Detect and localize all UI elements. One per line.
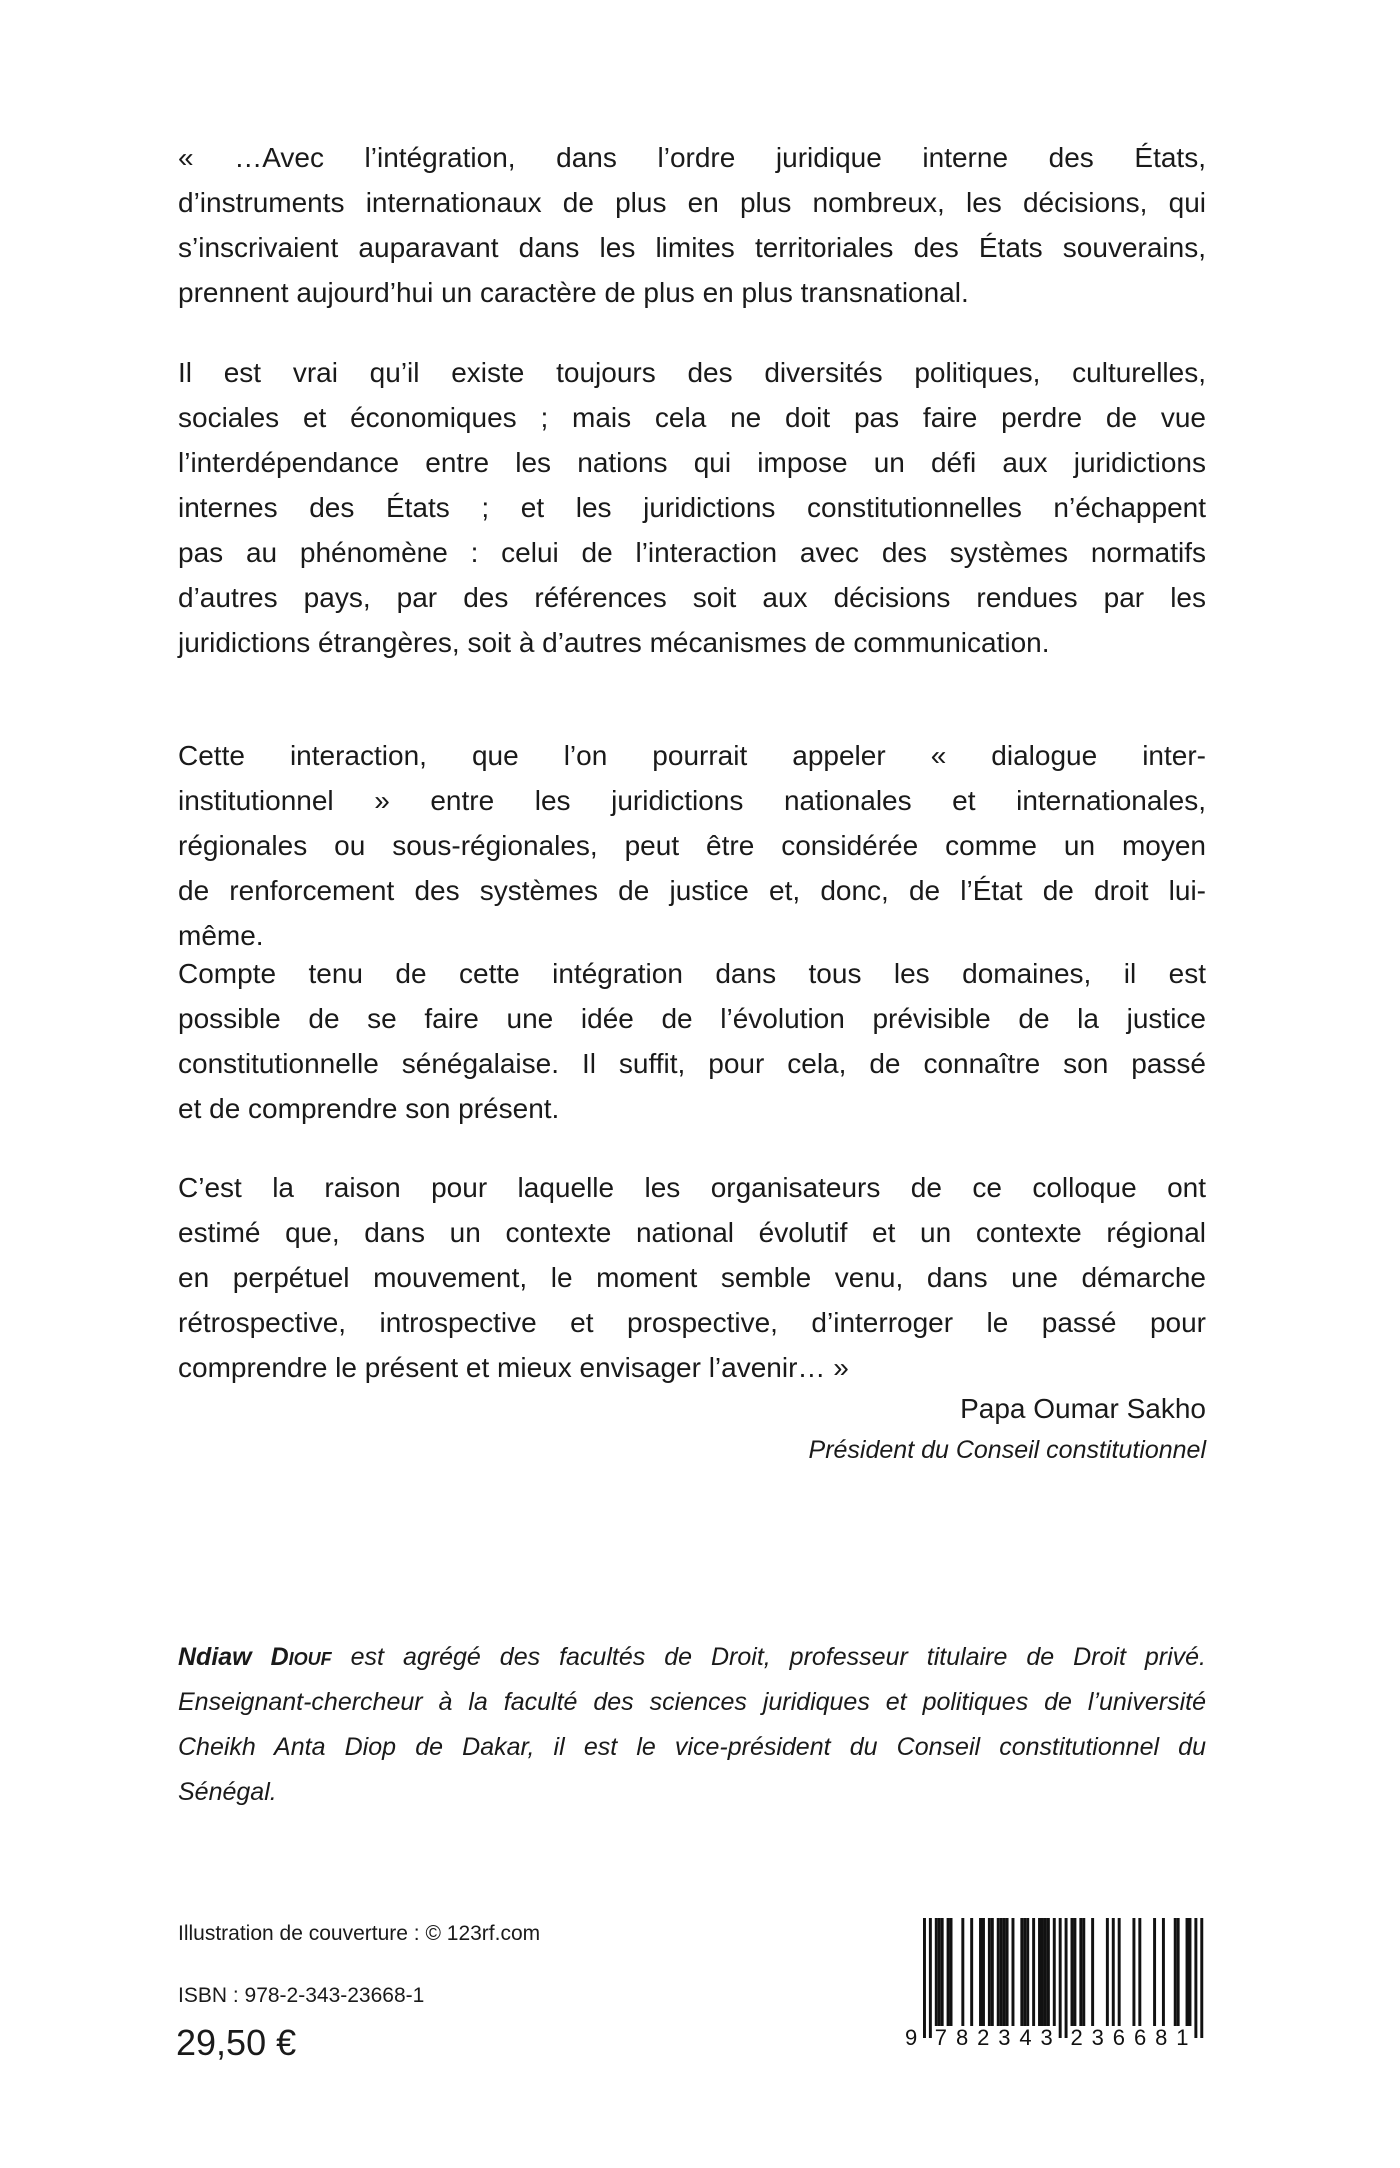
barcode-bar (1112, 1918, 1115, 2026)
isbn: ISBN : 978-2-343-23668-1 (178, 1984, 425, 2007)
quote-line: Il est vrai qu’il existe toujours des diversités politiques, culturelles, (178, 357, 1206, 388)
quote-line: prennent aujourd’hui un caractère de plus en plus transnational. (178, 277, 969, 308)
quote-line: d’instruments internationaux de plus en plus nombreux, les décisions, qui (178, 187, 1206, 218)
barcode-digits: 236681 (1070, 2025, 1189, 2050)
barcode-bar (1053, 1918, 1056, 2026)
barcode-bar (1082, 1918, 1085, 2026)
author-last-name: Diouf (270, 1643, 332, 1671)
barcode-bar (1006, 1918, 1009, 2026)
barcode-bar (1186, 1918, 1189, 2026)
quote-line: estimé que, dans un contexte national évolutif et un contexte régional (178, 1217, 1206, 1248)
barcode-bar (1091, 1918, 1094, 2026)
barcode-bar (997, 1918, 1000, 2026)
quote-line: internes des États ; et les juridictions constitutionnelles n’échappent (178, 492, 1206, 523)
barcode-bar (941, 1918, 944, 2026)
quote-line: d’autres pays, par des références soit aux décisions rendues par les (178, 582, 1206, 613)
barcode-bar (982, 1918, 985, 2026)
quote-line: constitutionnelle sénégalaise. Il suffit, pour cela, de connaître son passé (178, 1048, 1206, 1079)
barcode-bar (950, 1918, 953, 2026)
quote-paragraph-2 (178, 350, 1206, 665)
quote-line: régionales ou sous-régionales, peut être considérée comme un moyen (178, 830, 1206, 861)
barcode-bar (935, 1918, 938, 2026)
barcode-bar (970, 1918, 973, 2026)
quote-line: comprendre le présent et mieux envisager l’avenir… » (178, 1352, 849, 1383)
quote-line: Cette interaction, que l’on pourrait appeler « dialogue inter- (178, 740, 1206, 771)
bio-line: est agrégé des facultés de Droit, professeur titulaire de Droit privé. (331, 1643, 1207, 1671)
barcode-bar (991, 1918, 994, 2026)
barcode-bar (1079, 1918, 1082, 2026)
barcode-bar (1194, 1918, 1197, 2038)
author-name (178, 1643, 332, 1671)
barcode-bar (1047, 1918, 1050, 2026)
barcode-bar (1059, 1918, 1062, 2038)
barcode-bar (979, 1918, 982, 2026)
price: 29,50 € (176, 2022, 297, 2063)
barcode-bar (923, 1918, 926, 2038)
barcode-bar (1044, 1918, 1047, 2026)
barcode-bar (1000, 1918, 1003, 2026)
barcode-bar (1012, 1918, 1015, 2026)
quote-line: de renforcement des systèmes de justice et, donc, de l’État de droit lui- (178, 875, 1206, 906)
isbn-barcode (905, 1915, 1205, 2055)
bio-line: Cheikh Anta Diop de Dakar, il est le vice-président du Conseil constitutionnel du (178, 1733, 1206, 1761)
quote-paragraph-3 (178, 733, 1206, 958)
quote-line: rétrospective, introspective et prospective, d’interroger le passé pour (178, 1307, 1206, 1338)
quote-line: C’est la raison pour laquelle les organisateurs de ce colloque ont (178, 1172, 1206, 1203)
barcode-bar (1003, 1918, 1006, 2026)
quote-paragraph-1 (178, 135, 1206, 315)
quote-line: pas au phénomène : celui de l’interaction avec des systèmes normatifs (178, 537, 1206, 568)
barcode-bar (1023, 1918, 1026, 2026)
quote-line: et de comprendre son présent. (178, 1093, 560, 1124)
quote-line: possible de se faire une idée de l’évolution prévisible de la justice (178, 1003, 1206, 1034)
barcode-bar (1038, 1918, 1041, 2026)
barcode-bar (961, 1918, 964, 2026)
barcode-bar (1177, 1918, 1180, 2026)
quote-paragraph-4 (178, 951, 1206, 1131)
barcode-bar (1065, 1918, 1068, 2038)
quote-line: même. (178, 920, 264, 951)
barcode-bar (1073, 1918, 1076, 2026)
quote-line: s’inscrivaient auparavant dans les limites territoriales des États souverains, (178, 232, 1206, 263)
barcode-bar (1071, 1918, 1074, 2026)
barcode-digits: 782343 (934, 2025, 1053, 2050)
quote-line: en perpétuel mouvement, le moment semble venu, dans une démarche (178, 1262, 1206, 1293)
barcode-bar (1200, 1918, 1203, 2038)
quote-line: juridictions étrangères, soit à d’autres mécanismes de communication. (178, 627, 1050, 658)
signature-name: Papa Oumar Sakho (960, 1393, 1206, 1424)
quote-line: sociales et économiques ; mais cela ne doit pas faire perdre de vue (178, 402, 1206, 433)
barcode-bar (1153, 1918, 1156, 2026)
barcode-bar (1020, 1918, 1023, 2026)
quote-line: « …Avec l’intégration, dans l’ordre juridique interne des États, (178, 142, 1206, 173)
bio-line: Enseignant-chercheur à la faculté des sciences juridiques et politiques de l’université (178, 1688, 1206, 1716)
barcode-bar (929, 1918, 932, 2038)
barcode-bar (1118, 1918, 1121, 2026)
quote-line: Compte tenu de cette intégration dans tous les domaines, il est (178, 958, 1206, 989)
illustration-credit: Illustration de couverture : © 123rf.com (178, 1922, 541, 1945)
barcode-digits: 9 (905, 2025, 918, 2050)
barcode-bar (938, 1918, 941, 2026)
barcode-bar (1174, 1918, 1177, 2026)
barcode-bar (1106, 1918, 1109, 2026)
quote-line: institutionnel » entre les juridictions nationales et internationales, (178, 785, 1206, 816)
barcode-bar (988, 1918, 991, 2026)
quote-line: l’interdépendance entre les nations qui impose un défi aux juridictions (178, 447, 1206, 478)
barcode-bar (1162, 1918, 1165, 2026)
signature-role: Président du Conseil constitutionnel (808, 1436, 1206, 1464)
barcode-bar (1041, 1918, 1044, 2026)
barcode-bar (1138, 1918, 1141, 2026)
barcode-bar (1026, 1918, 1029, 2026)
barcode-bar (1189, 1918, 1192, 2026)
author-bio (178, 1635, 1206, 1815)
barcode-bar (1032, 1918, 1035, 2026)
barcode-bar (947, 1918, 950, 2026)
quote-paragraph-5 (178, 1165, 1206, 1390)
barcode-bar (1132, 1918, 1135, 2026)
author-first-name: Ndiaw (178, 1643, 252, 1671)
bio-line: Sénégal. (178, 1778, 277, 1806)
